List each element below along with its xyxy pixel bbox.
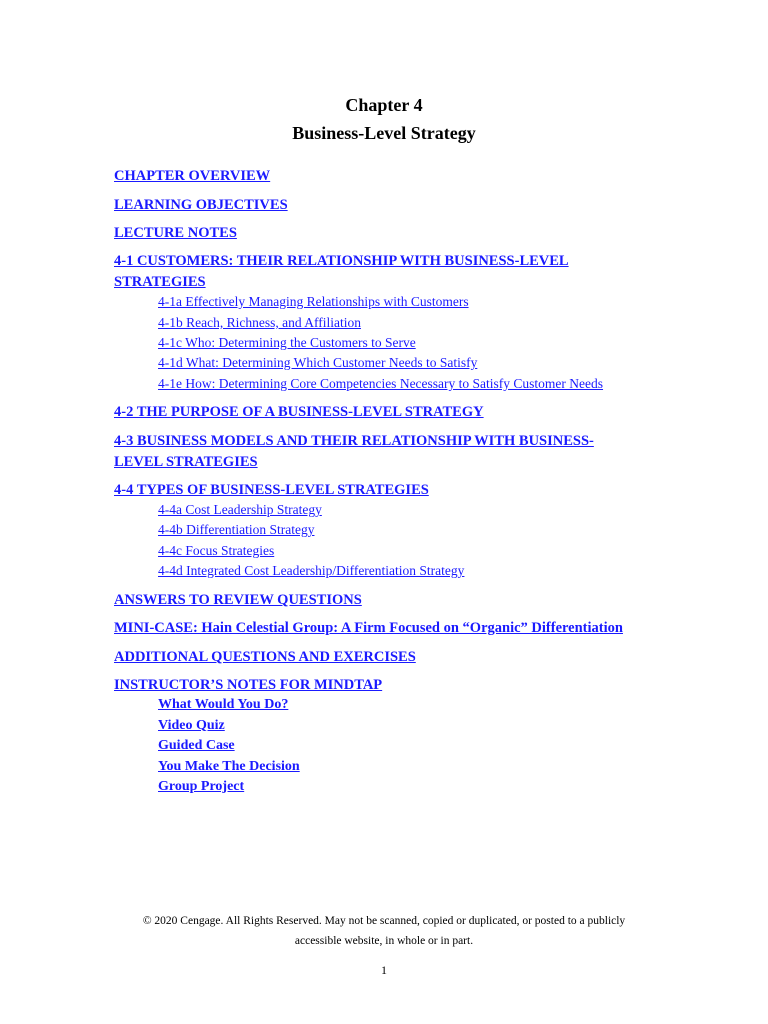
- toc-mindtap-group-project-link[interactable]: Group Project: [158, 779, 245, 794]
- toc-mindtap-what-would-you-do-link[interactable]: What Would You Do?: [158, 697, 289, 712]
- toc-4-1e-link[interactable]: 4-1e How: Determining Core Competencies Necessary to Satisfy Customer Needs: [158, 376, 604, 391]
- toc-lecture-notes-link[interactable]: LECTURE NOTES: [114, 225, 237, 241]
- toc-4-1c-link[interactable]: 4-1c Who: Determining the Customers to Serve: [158, 335, 416, 350]
- toc-4-1b-link[interactable]: 4-1b Reach, Richness, and Affiliation: [158, 315, 361, 330]
- toc-instructor-notes-link[interactable]: INSTRUCTOR’S NOTES FOR MINDTAP: [114, 677, 383, 693]
- toc-mindtap-guided-case-link[interactable]: Guided Case: [158, 738, 235, 753]
- toc-4-1a-link[interactable]: 4-1a Effectively Managing Relationships with Customers: [158, 294, 469, 309]
- copyright-line-2: accessible website, in whole or in part.: [294, 935, 474, 947]
- toc-mindtap-video-quiz-link[interactable]: Video Quiz: [158, 718, 225, 733]
- toc-4-4c-link[interactable]: 4-4c Focus Strategies: [158, 543, 275, 558]
- toc-learning-objectives-link[interactable]: LEARNING OBJECTIVES: [114, 197, 288, 213]
- toc-section-4-1-link[interactable]: 4-1 CUSTOMERS: THEIR RELATIONSHIP WITH BUSINESS-LEVEL: [114, 253, 569, 269]
- toc-4-4d-link[interactable]: 4-4d Integrated Cost Leadership/Differentiation Strategy: [158, 563, 465, 578]
- toc-section-4-3-link-continued[interactable]: LEVEL STRATEGIES: [114, 454, 258, 470]
- toc-4-4b-link[interactable]: 4-4b Differentiation Strategy: [158, 522, 315, 537]
- toc-additional-questions-link[interactable]: ADDITIONAL QUESTIONS AND EXERCISES: [114, 649, 416, 665]
- toc-answers-review-questions-link[interactable]: ANSWERS TO REVIEW QUESTIONS: [114, 592, 362, 608]
- chapter-title: Business-Level Strategy: [292, 123, 476, 143]
- toc-section-4-4-link[interactable]: 4-4 TYPES OF BUSINESS-LEVEL STRATEGIES: [114, 482, 429, 498]
- toc-4-1d-link[interactable]: 4-1d What: Determining Which Customer Needs to Satisfy: [158, 355, 478, 370]
- chapter-number: Chapter 4: [345, 95, 423, 115]
- copyright-line-1: © 2020 Cengage. All Rights Reserved. May not be scanned, copied or duplicated, or posted to a publicly: [142, 915, 626, 927]
- toc-4-4a-link[interactable]: 4-4a Cost Leadership Strategy: [158, 502, 322, 517]
- page-number: 1: [381, 963, 387, 977]
- toc-section-4-2-link[interactable]: 4-2 THE PURPOSE OF A BUSINESS-LEVEL STRATEGY: [114, 404, 484, 420]
- toc-chapter-overview-link[interactable]: CHAPTER OVERVIEW: [114, 168, 271, 184]
- toc-section-4-3-link[interactable]: 4-3 BUSINESS MODELS AND THEIR RELATIONSHIP WITH BUSINESS-: [114, 433, 594, 449]
- toc-section-4-1-link-continued[interactable]: STRATEGIES: [114, 274, 206, 290]
- toc-mindtap-you-make-the-decision-link[interactable]: You Make The Decision: [158, 759, 300, 774]
- copyright-notice: [0, 911, 768, 951]
- toc-mini-case-link[interactable]: MINI-CASE: Hain Celestial Group: A Firm Focused on “Organic” Differentiation: [114, 620, 623, 636]
